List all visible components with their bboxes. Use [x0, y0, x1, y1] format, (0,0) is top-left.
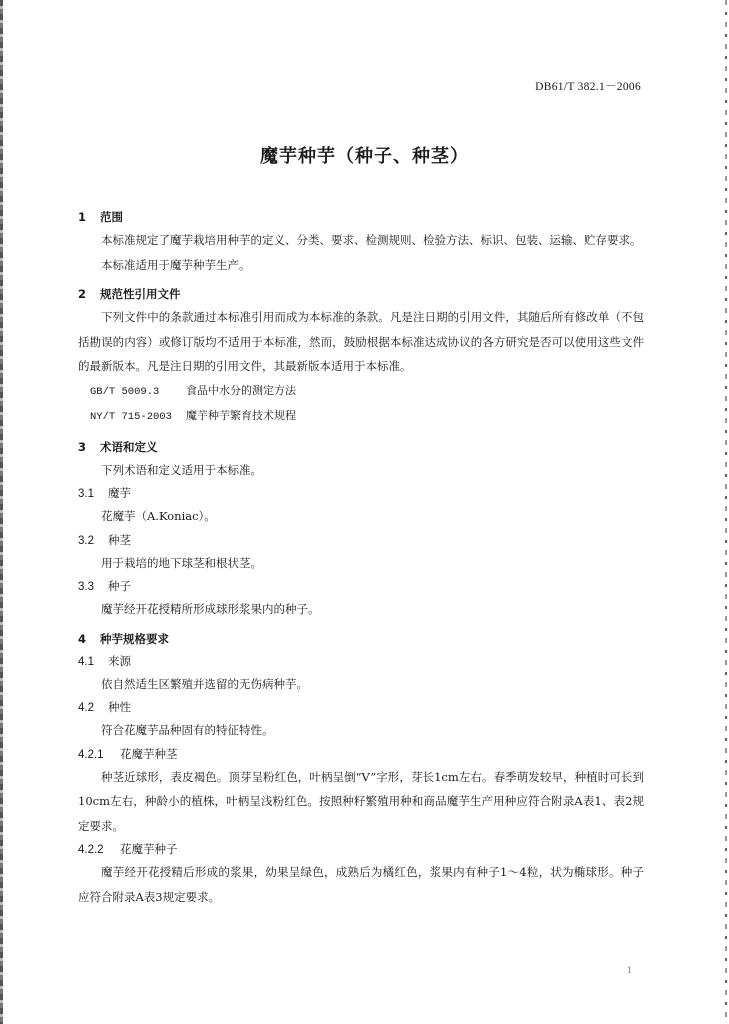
term-heading — [78, 529, 644, 551]
paragraph: 下列术语和定义适用于本标准。 — [101, 462, 262, 477]
paragraph: 本标准适用于魔芋种芋生产。 — [101, 257, 251, 272]
page-title: 魔芋种芋（种子、种茎） — [260, 146, 469, 167]
section-number: 4 — [78, 631, 87, 646]
reference-item — [78, 379, 644, 405]
subsection-number: 4.1 — [78, 655, 94, 668]
document-body — [78, 200, 644, 909]
paragraph: 下列文件中的条款通过本标准引用而成为本标准的条款。凡是注日期的引用文件，其随后所有修改单（不包括勘误的内容）或修订版均不适用于本标准，然而，鼓励根据本标准达成协议的各方研究是否可以使用这些文件的最新版本。凡是注日期的引用文件，其最新版本适用于本标准。 — [78, 310, 644, 373]
term-definition: 用于栽培的地下球茎和根状茎。 — [101, 555, 262, 570]
paragraph: 符合花魔芋品种固有的特征特性。 — [101, 723, 274, 737]
subsection-heading — [78, 743, 644, 765]
section-number: 1 — [78, 210, 87, 224]
document-code: DB61/T 382.1－2006 — [535, 81, 641, 93]
term-number: 3.3 — [78, 581, 94, 593]
section-1-heading — [78, 206, 644, 228]
term-number: 3.1 — [78, 488, 94, 500]
term-definition: 花魔芋（A.Koniac）。 — [101, 509, 216, 523]
subsection-number: 4.2.1 — [78, 748, 104, 761]
subsection-number: 4.2 — [78, 702, 94, 714]
section-title: 术语和定义 — [100, 439, 158, 454]
term-definition: 魔芋经开花授精所形成球形浆果内的种子。 — [101, 602, 320, 616]
section-number: 3 — [78, 439, 87, 454]
subsection-title: 来源 — [108, 653, 131, 668]
section-title: 范围 — [100, 210, 123, 224]
reference-item — [78, 404, 644, 430]
section-2-heading — [78, 283, 644, 305]
paragraph: 本标准规定了魔芋栽培用种芋的定义、分类、要求、检测规则、检验方法、标识、包装、运输、贮存要求。 — [101, 233, 642, 247]
term-heading — [78, 575, 644, 597]
reference-title: 食品中水分的测定方法 — [186, 383, 296, 397]
subsection-title: 花魔芋种子 — [120, 842, 178, 856]
reference-code: NY/T 715-2003 — [90, 411, 172, 423]
subsection-title: 种性 — [108, 700, 131, 714]
section-3-heading — [78, 436, 644, 458]
subsection-heading — [78, 650, 644, 672]
paragraph: 种茎近球形，表皮褐色。顶芽呈粉红色，叶柄呈倒“V”字形，芽长1cm左右。春季萌发较早，种植时可长到10cm左右，种龄小的植株，叶柄呈浅粉红色。按照种籽繁殖用种和商品魔芋生产用种应符合附录A表1、表2规定要求。 — [78, 769, 644, 833]
section-title: 种芋规格要求 — [100, 631, 169, 646]
subsection-heading — [78, 838, 644, 860]
section-title: 规范性引用文件 — [100, 287, 181, 301]
paragraph: 依自然适生区繁殖并选留的无伤病种芋。 — [101, 676, 308, 691]
term-name: 种子 — [108, 579, 131, 593]
subsection-title: 花魔芋种茎 — [120, 746, 178, 761]
term-name: 种茎 — [108, 532, 131, 547]
section-number: 2 — [78, 287, 87, 301]
paragraph: 魔芋经开花授精后形成的浆果，幼果呈绿色，成熟后为橘红色，浆果内有种子1～4粒，状为椭球形。种子应符合附录A表3规定要求。 — [78, 865, 644, 904]
reference-code: GB/T 5009.3 — [90, 385, 160, 398]
page-number: 1 — [626, 966, 632, 975]
subsection-number: 4.2.2 — [78, 844, 104, 856]
section-4-heading — [78, 628, 644, 650]
subsection-heading — [78, 696, 644, 718]
term-number: 3.2 — [78, 534, 94, 547]
reference-title: 魔芋种芋繁育技术规程 — [186, 409, 296, 422]
term-heading — [78, 482, 644, 504]
term-name: 魔芋 — [108, 486, 131, 500]
